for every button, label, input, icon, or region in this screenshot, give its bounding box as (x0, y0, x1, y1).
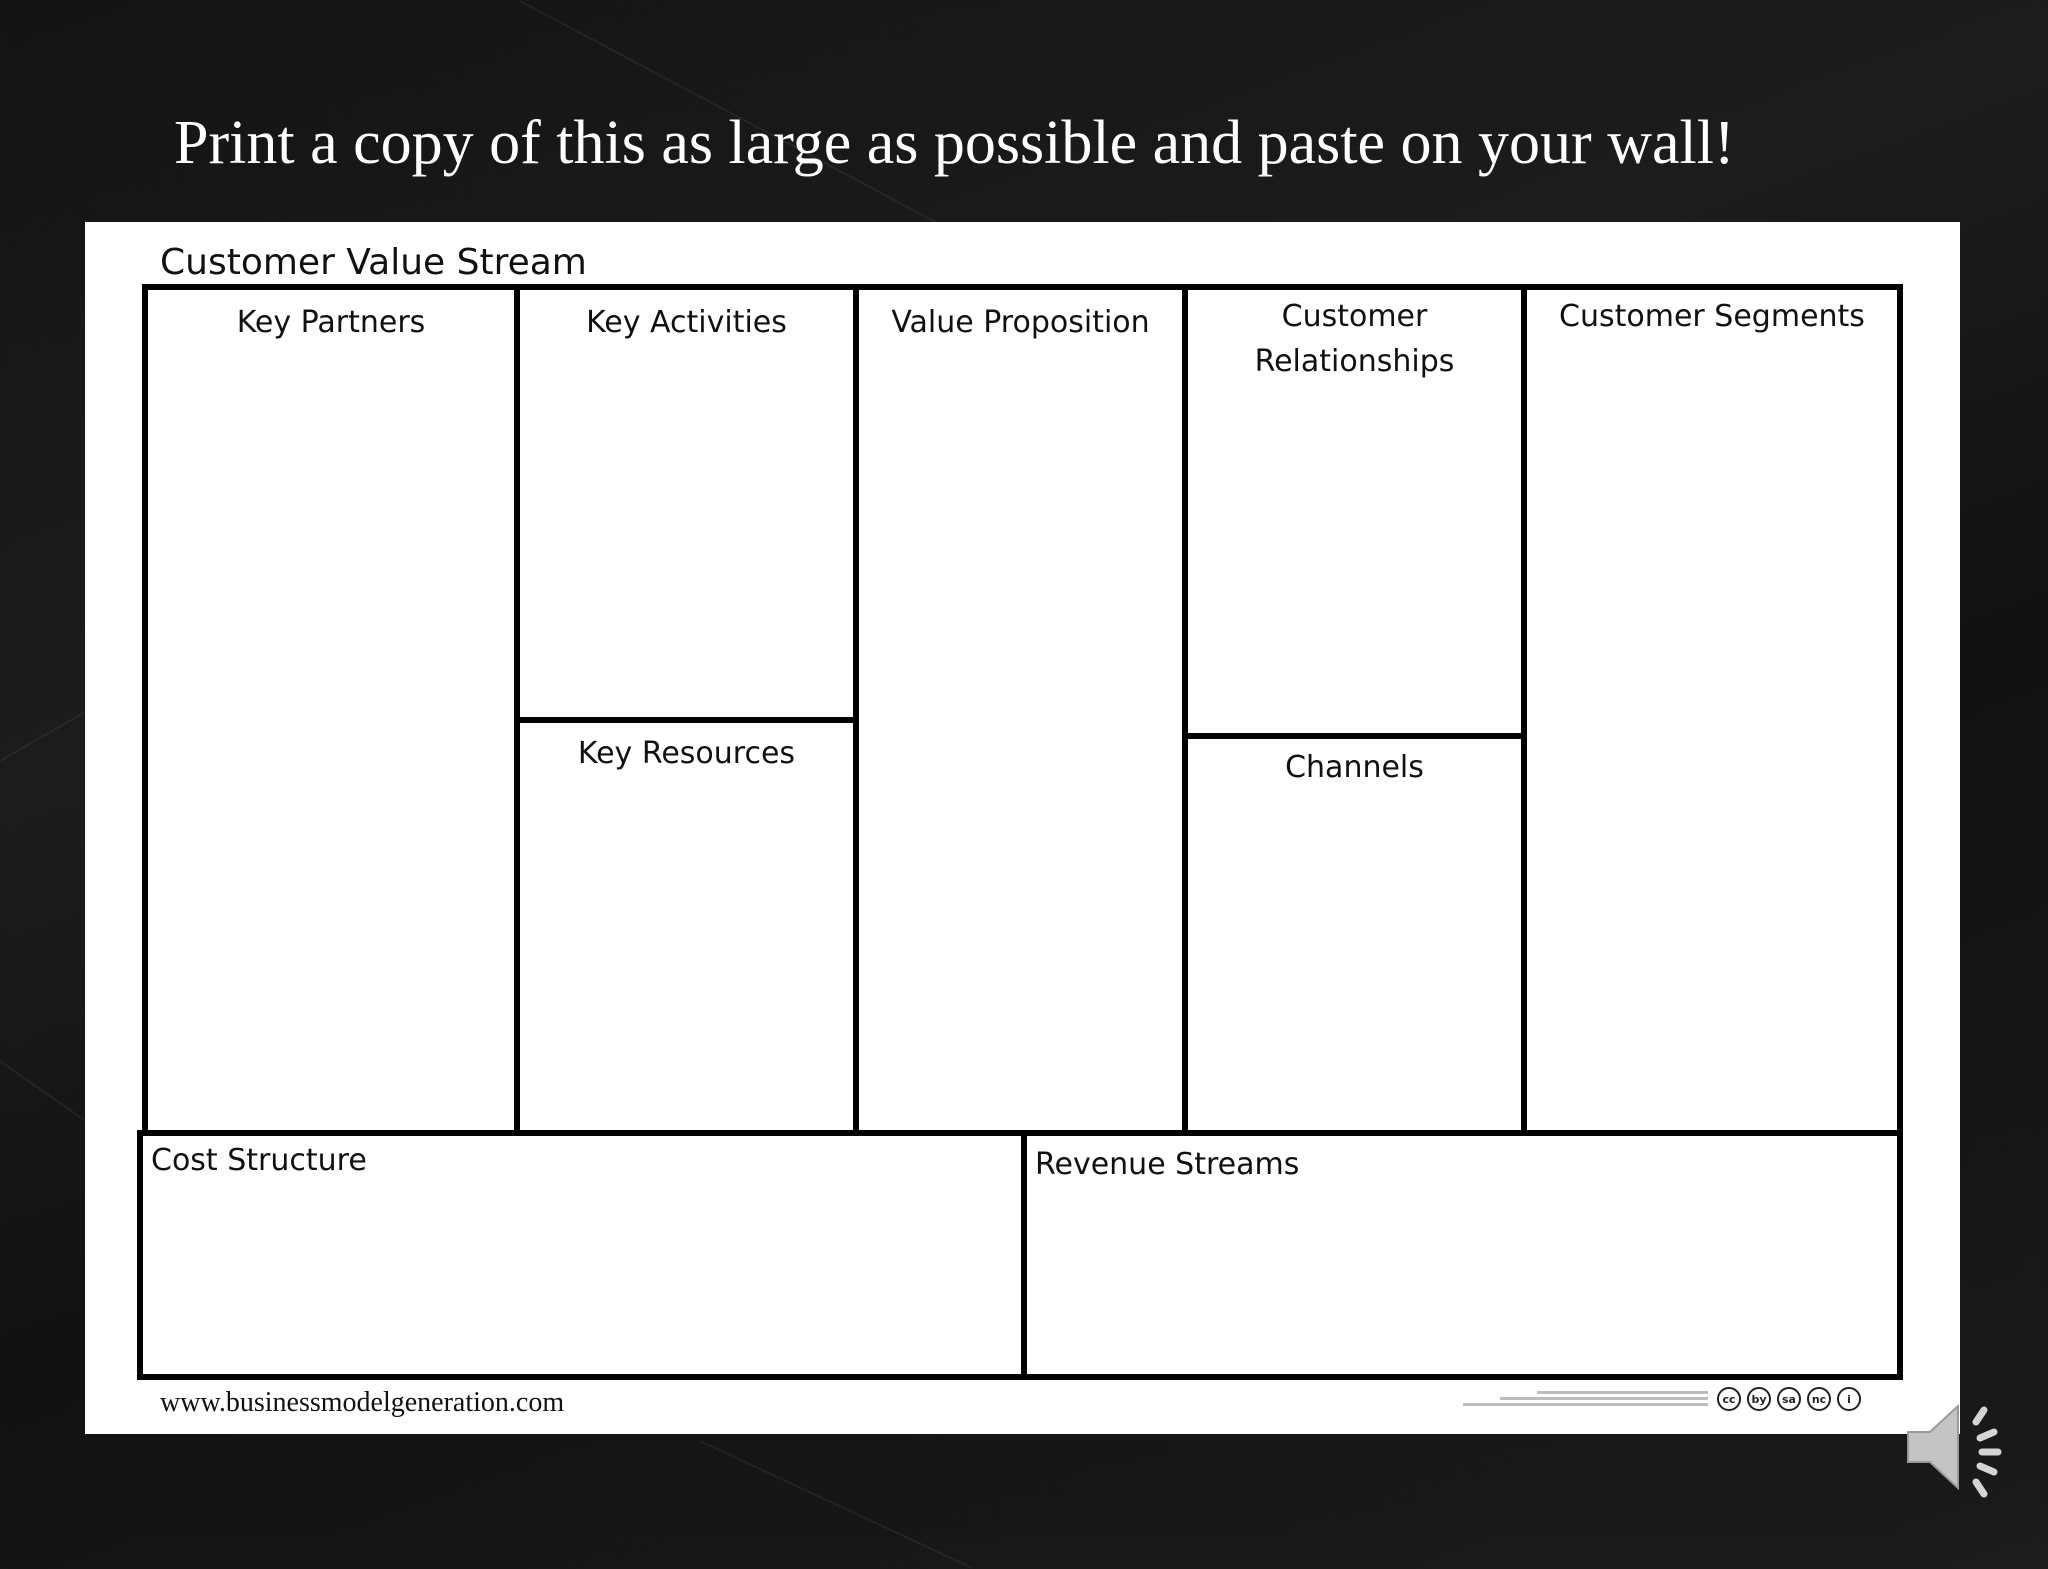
footer-url: www.businessmodelgeneration.com (160, 1387, 565, 1418)
speaker-icon[interactable] (1900, 1392, 2010, 1502)
cost-structure-block (137, 1130, 1027, 1380)
customer-relationships-label (1188, 294, 1521, 384)
key-resources-label: Key Resources (577, 736, 796, 771)
cost-structure-label: Cost Structure (151, 1143, 367, 1178)
by-icon: by (1747, 1387, 1771, 1411)
customer-relationships-block (1182, 284, 1527, 739)
business-model-canvas (85, 222, 1960, 1434)
channels-block (1182, 733, 1527, 1136)
key-activities-label: Key Activities (586, 305, 787, 340)
revenue-streams-label: Revenue Streams (1035, 1147, 1300, 1182)
customer-segments-block (1521, 284, 1903, 1136)
customer-relationships-label-line1: Customer (1281, 299, 1428, 334)
value-proposition-label: Value Proposition (891, 305, 1150, 340)
cc-license-icons (1717, 1387, 1861, 1411)
key-activities-block (514, 284, 859, 723)
key-resources-block (514, 717, 859, 1136)
key-partners-label: Key Partners (236, 305, 426, 340)
customer-relationships-label-line2: Relationships (1254, 344, 1455, 379)
license-text-graphic (1463, 1388, 1708, 1416)
slide-title: Print a copy of this as large as possible and paste on your wall! (174, 109, 1735, 177)
key-partners-block (142, 284, 520, 1136)
revenue-streams-block (1021, 1130, 1903, 1380)
cc-icon: cc (1717, 1387, 1741, 1411)
sa-icon: sa (1777, 1387, 1801, 1411)
nc-icon: nc (1807, 1387, 1831, 1411)
customer-segments-label: Customer Segments (1559, 299, 1865, 334)
canvas-title: Customer Value Stream (160, 242, 587, 283)
channels-label: Channels (1285, 750, 1424, 785)
background-streak (700, 1440, 973, 1569)
value-proposition-block (853, 284, 1188, 1136)
info-icon: i (1837, 1387, 1861, 1411)
